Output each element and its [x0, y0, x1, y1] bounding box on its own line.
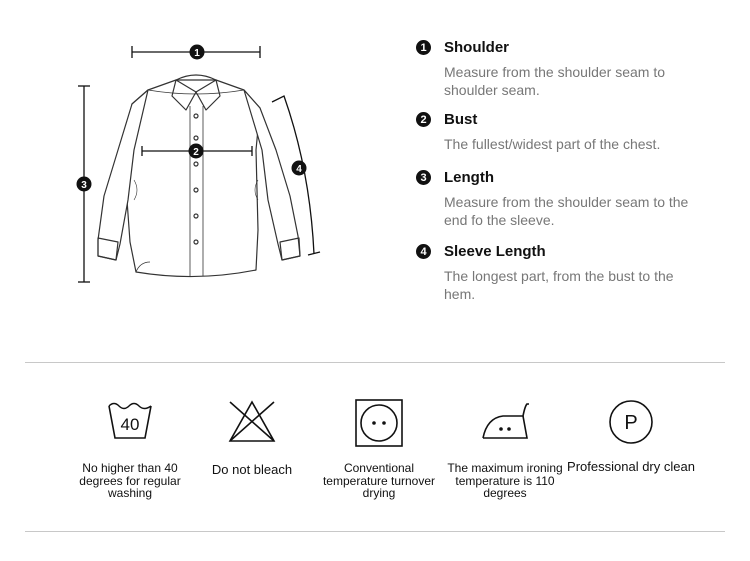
- measurement-title: Length: [444, 169, 494, 186]
- marker-1: [190, 45, 205, 60]
- tumble-dry-icon: [354, 398, 404, 448]
- measurement-shoulder: [416, 39, 736, 99]
- number-badge: 3: [416, 170, 431, 185]
- svg-text:P: P: [624, 412, 638, 434]
- care-label: Professional dry clean: [567, 459, 695, 474]
- number-badge: 4: [416, 244, 431, 259]
- care-label: No higher than 40 degrees for regular washing: [79, 461, 181, 500]
- measurement-sleeve-length: [416, 243, 736, 303]
- number-badge: 2: [416, 112, 431, 127]
- marker-4: [292, 161, 307, 176]
- care-dry-clean: [566, 398, 696, 475]
- measurement-desc: Measure from the shoulder seam to shoulder seam.: [444, 64, 665, 98]
- measurement-desc: The longest part, from the bust to the hem.: [444, 268, 674, 302]
- measurement-title: Shoulder: [444, 39, 510, 56]
- measurement-title: Bust: [444, 111, 478, 128]
- care-label: Do not bleach: [211, 462, 293, 477]
- dry-clean-icon: [607, 398, 655, 446]
- measurement-desc: Measure from the shoulder seam to the end fo the sleeve.: [444, 194, 689, 228]
- care-wash: [65, 398, 195, 500]
- divider-top: [25, 362, 725, 363]
- measurement-length: [416, 169, 736, 229]
- svg-text:1: 1: [194, 48, 200, 59]
- iron-icon: [475, 398, 535, 444]
- measurement-desc: The fullest/widest part of the chest.: [444, 136, 661, 152]
- care-no-bleach: [187, 398, 317, 478]
- wash-40-icon: [105, 398, 155, 444]
- divider-bottom: [25, 531, 725, 532]
- svg-text:3: 3: [81, 180, 87, 191]
- svg-text:40: 40: [120, 415, 140, 434]
- shirt-diagram: [60, 30, 350, 290]
- measurement-bust: [416, 111, 736, 153]
- number-badge: 1: [416, 40, 431, 55]
- care-label: Conventional temperature turnover drying: [322, 461, 436, 500]
- svg-text:4: 4: [296, 164, 302, 175]
- no-bleach-icon: [226, 398, 278, 444]
- marker-2: [189, 144, 204, 159]
- svg-text:2: 2: [193, 147, 199, 158]
- care-label: The maximum ironing temperature is 110 degrees: [447, 461, 563, 500]
- care-tumble-dry: [314, 398, 444, 500]
- measurement-title: Sleeve Length: [444, 243, 546, 260]
- care-iron: [440, 398, 570, 500]
- marker-3: [77, 177, 92, 192]
